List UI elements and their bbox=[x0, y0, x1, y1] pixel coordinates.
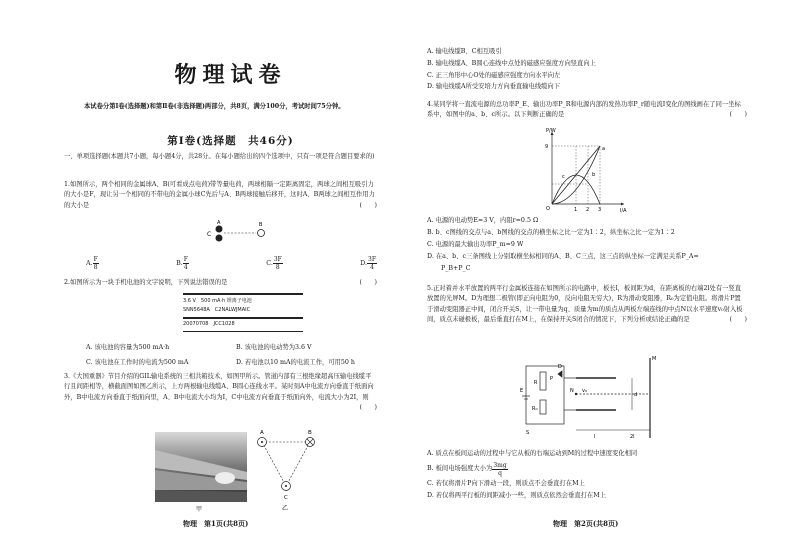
q4-option-d[interactable]: D. 在a、b、c三条图线上分别取横坐标相同的A、B、C三点，这三点的纵坐标一定满足关系P_A= bbox=[427, 253, 699, 260]
q1-stem bbox=[64, 180, 377, 211]
section-title: 第Ⅰ卷(选择题 共46分) bbox=[167, 135, 294, 147]
label-p: P bbox=[550, 376, 554, 382]
label-d: D bbox=[558, 364, 562, 370]
rheostat-r bbox=[540, 372, 546, 390]
q4-option-d-cont: P_B+P_C bbox=[441, 265, 471, 272]
q2-option-d[interactable]: D. 若电池以10 mA的电流工作，可用50 h bbox=[236, 359, 355, 366]
x-arrow bbox=[621, 203, 624, 206]
footer-page-1: 物理 第1页(共8页) bbox=[183, 519, 249, 528]
q2-option-b[interactable]: B. 该电池的电动势为3.6 V bbox=[236, 344, 312, 351]
battery-line-3: 20070708 JCC1028 bbox=[183, 317, 303, 329]
label-cable-a: A bbox=[260, 430, 264, 436]
q3-options bbox=[427, 46, 757, 93]
label-b: B bbox=[259, 222, 263, 228]
label-l: l bbox=[594, 434, 596, 440]
q3-option-c[interactable]: C. 正三角形中心O处的磁感应强度方向水平向左 bbox=[427, 71, 561, 79]
y-axis-label: P/W bbox=[546, 128, 556, 134]
pipe-3 bbox=[155, 490, 247, 502]
q1-figure bbox=[205, 220, 275, 246]
exam-intro: 本试卷分第Ⅰ卷(选择题)和第Ⅱ卷(非选择题)两部分，共8页，满分100分，考试时间75分钟。 bbox=[84, 103, 345, 110]
q5-option-d[interactable]: D. 若仅将两平行板的间距减小一些，则质点依然会垂直打在M上 bbox=[427, 492, 606, 499]
q3-option-d[interactable]: D. 输电线缆A所受安培力方向垂直输电线缆向下 bbox=[427, 83, 561, 91]
origin-label: O bbox=[546, 206, 550, 212]
point-n bbox=[575, 393, 577, 395]
power-graph bbox=[540, 126, 634, 214]
battery-label bbox=[183, 293, 303, 332]
x-tick-2: 2 bbox=[586, 207, 590, 213]
circuit-diagram bbox=[520, 352, 680, 444]
q5-options bbox=[427, 448, 749, 502]
label-n: N bbox=[570, 388, 574, 394]
q3-option-a[interactable]: A. 输电线缆B、C相互吸引 bbox=[427, 48, 502, 55]
part1-header: 一、单项选择题(本题共7小题，每小题4分，共28分。在每小题给出的四个选项中，只有一项是符合题目要求的) bbox=[64, 153, 375, 160]
footer-page-2: 物理 第2页(共8页) bbox=[553, 519, 619, 528]
gil-photo bbox=[155, 432, 247, 502]
q2-stem: 2.如图所示为一块手机电池的文字说明，下列说法错误的是 ( ) bbox=[64, 279, 377, 286]
q2-options bbox=[86, 343, 377, 368]
label-c: C bbox=[207, 231, 212, 238]
q5-option-b[interactable]: B. 板间电场强度大小为 $\frac{3mg}{q}$ bbox=[427, 461, 507, 477]
q4-stem: 4.某同学将一直流电源的总功率P_E、输出功率P_R和电源内部的发热功率P_r随电流I变化的图线画在了同一坐标系中，如图中的a、b、c所示。以下判断正确的是 ( ) bbox=[427, 101, 747, 119]
x-tick-1: 1 bbox=[574, 207, 578, 213]
label-d-dist: d bbox=[634, 392, 638, 398]
battery-line-1: 3.6 V 500 mA·h 锂离子电池 bbox=[183, 298, 252, 304]
label-a: A bbox=[217, 220, 221, 226]
q3-option-b[interactable]: B. 输电线缆A、B圆心连线中点处的磁感应强度方向竖直向上 bbox=[427, 59, 596, 67]
label-e: E bbox=[520, 388, 524, 394]
q1-options bbox=[86, 256, 377, 271]
q1-stem-text: 1.如图所示，两个相同的金属球A、B(可看成点电荷)带等量电荷，两球相隔一定距离固定，两球之间相互吸引力的大小是F，现让另一个相同的不带电的金属小球C先后与A、B两球接触后移开，这时A、B两球之间相互作用力的大小是 bbox=[64, 181, 375, 209]
cable-c-dot bbox=[285, 485, 287, 487]
y-tick-9: 9 bbox=[545, 144, 549, 150]
resistor-r0 bbox=[540, 400, 546, 414]
bc-line bbox=[286, 442, 310, 486]
q4-option-c[interactable]: C. 电源的最大输出功率P_m=9 W bbox=[427, 241, 524, 248]
ball-a bbox=[216, 226, 223, 233]
q1-option-c[interactable]: C. $\frac{3F}{8}$ bbox=[266, 256, 282, 271]
curve-a-label: a bbox=[602, 146, 606, 152]
label-r: R bbox=[534, 380, 538, 386]
q3-stem: 3.《大国重器》节目介绍的GIL输电系统的三相共箱技术，如图甲所示。管道内部有三根绝缘超高压输电线缆平行且间距相等，横截面图如图乙所示，上方两根输电线缆A、B圆心连线水平。某时刻A中电流方向垂直于纸面向外，B中电流方向垂直于纸面向里，A、B中电流大小均为I，C中电流方向垂直于纸面向外，电流大小为2I，则 ( ) bbox=[64, 373, 377, 411]
label-cable-c: C bbox=[284, 495, 288, 501]
q1-option-b[interactable]: B. $\frac{F}{4}$ bbox=[176, 256, 188, 271]
cable-diagram bbox=[250, 426, 322, 512]
x-axis-label: I/A bbox=[620, 208, 627, 214]
label-r0: R₀ bbox=[532, 406, 538, 412]
curve-b-label: b bbox=[592, 172, 596, 178]
ac-line bbox=[262, 442, 286, 486]
q4-option-a[interactable]: A. 电源的电动势E=3 V，内阻r=0.5 Ω bbox=[427, 217, 539, 224]
diode-d bbox=[558, 371, 562, 377]
label-v0: v₀ bbox=[582, 388, 587, 394]
q5-stem: 5.正对着并水平放置的两平行金属板连接在如图所示的电路中，板长l，板间距为d，在距离板的右端2l处有一竖直放置的光屏M。D为理想二极管(即正向电阻为0，反向电阻无穷大)，R为滑动变阻器，R₀为定值电阻。将滑片P置于滑动变阻器正中间，闭合开关S，让一带电量为q、质量为m的质点从两板左端连线的中点N以水平速度v₀射入板间，质点未碰极板，最后垂直打在M上，在保持开关S闭合的情况下，下列分析或结论正确的是 ( ) bbox=[427, 285, 747, 323]
q1-option-a[interactable]: A. $\frac{F}{8}$ bbox=[86, 256, 98, 271]
label-s: S bbox=[526, 430, 530, 436]
q2-option-a[interactable]: A. 该电池的容量为500 mA·h bbox=[86, 344, 170, 351]
q5-option-c[interactable]: C. 若仅将滑片P向下滑动一段，则质点不会垂直打在M上 bbox=[427, 480, 585, 487]
q1-bracket: ( ) bbox=[359, 201, 377, 209]
tunnel-light bbox=[215, 472, 235, 484]
curve-c-label: c bbox=[562, 174, 565, 180]
q4-options bbox=[427, 215, 749, 275]
label-2l: 2l bbox=[630, 434, 635, 440]
q4-option-b[interactable]: B. b、c图线的交点与a、b图线的交点的横坐标之比一定为1∶2，纵坐标之比一定为1∶2 bbox=[427, 229, 675, 236]
q5-option-a[interactable]: A. 质点在板间运动的过程中与它从板的右端运动到M的过程中速度变化相同 bbox=[427, 450, 638, 457]
fig-yi-label: 乙 bbox=[282, 505, 289, 512]
x-tick-3: 3 bbox=[598, 207, 602, 213]
fig-jia-label: 甲 bbox=[196, 506, 203, 513]
exam-title: 物理试卷 bbox=[174, 62, 287, 88]
q1-option-d[interactable]: D. $\frac{3F}{4}$ bbox=[360, 256, 376, 271]
battery-line-2: SNN5648A C2NALWJMAIC bbox=[183, 307, 251, 313]
ball-b bbox=[258, 230, 265, 237]
ball-a-2 bbox=[216, 235, 223, 242]
label-cable-b: B bbox=[308, 430, 312, 436]
label-m: M bbox=[652, 356, 657, 362]
q2-option-c[interactable]: C. 该电池在工作时的电流为500 mA bbox=[86, 359, 189, 366]
cable-a-dot bbox=[261, 441, 263, 443]
